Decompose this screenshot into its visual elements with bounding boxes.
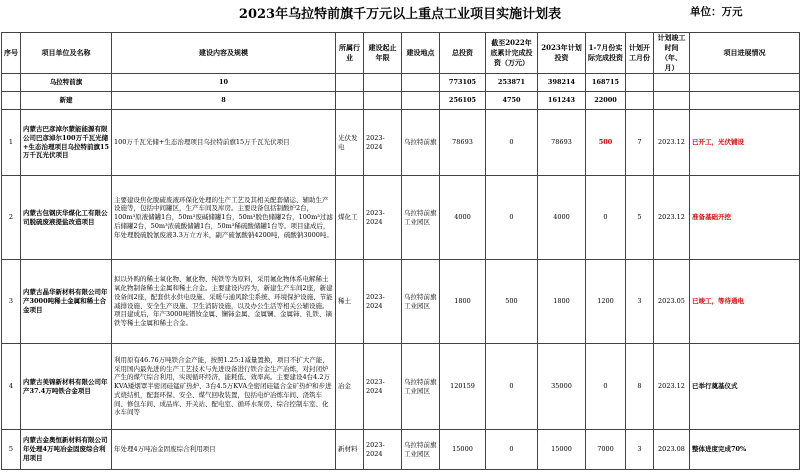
project-total: 120159	[440, 344, 486, 430]
header-cell: 建设地点	[402, 33, 440, 74]
table-row	[2, 110, 800, 176]
project-place: 乌拉特前旗	[402, 110, 440, 176]
project-actual: 1200	[586, 260, 626, 344]
header-row	[2, 33, 800, 74]
summary-label: 新建	[21, 92, 112, 110]
header-cell: 项目单位及名称	[21, 33, 112, 74]
project-unit: 内蒙古金奥恒新材料有限公司年处理4万吨冶金固废综合利用项目	[21, 430, 112, 470]
project-unit: 内蒙古晶华新材料有限公司年产3000吨稀土金属和稀土合金项目	[21, 260, 112, 344]
project-content: 拟以外购的稀土氧化物、氟化物、纯铁等为原料，采用氟化物体系电解稀土氧化物制备稀土金属和稀土合金。主要建设内容为，新建生产车间2座，新建设备间2座，配套供水供电设施、采暖与通风除尘系统、环境保护设施、节能减排设施、安全生产设施、卫生消防设施，以及办公生活等相关公辅设施。项目建成后，年产3000吨镨钕金属、镧铈金属、金属镧、金属铈、钆铁、镝铁等稀土金属和稀土合金。	[112, 260, 336, 344]
project-start-month: 5	[626, 176, 654, 260]
project-plan2023: 15000	[538, 430, 586, 470]
header-cell: 项目进展情况	[690, 33, 800, 74]
row-number: 3	[2, 260, 21, 344]
header-cell: 序号	[2, 33, 21, 74]
project-actual: 0	[586, 344, 626, 430]
project-actual: 0	[586, 176, 626, 260]
summary-row	[2, 74, 800, 92]
summary-actual: 22000	[586, 92, 626, 110]
project-finish: 2023.12	[654, 176, 690, 260]
project-actual: 500	[586, 110, 626, 176]
summary-plan2023: 161243	[538, 92, 586, 110]
project-content: 主要建设焦化脱硫废液环保化处理的生产工艺及其相关配套储运、辅助生产设施等，包括中间罐区，生产车间及库房。主要设备包括制酸炉2台，100m³原液储罐1台，50m³废碱储罐1台，50m³脱色储罐2台，100m³过滤后储罐2台，50m³浓硫酸储罐1台，50m³稀硫酸储罐1台等。项目建成后，年处理脱硫脱氰废液3.3万立方米，副产硫氰酸钠4200吨，硫酸钠3000吨。	[112, 176, 336, 260]
project-years: 2023-2024	[364, 110, 402, 176]
project-plan2023: 78693	[538, 110, 586, 176]
summary-label: 乌拉特前旗	[21, 74, 112, 92]
project-place: 乌拉特前旗工业园区	[402, 344, 440, 430]
table-row	[2, 430, 800, 470]
project-years: 2023-2024	[364, 344, 402, 430]
project-unit: 内蒙古包钢庆华煤化工有限公司脱硫废液提盐改造项目	[21, 176, 112, 260]
summary-plan2023: 398214	[538, 74, 586, 92]
project-done2022: 0	[486, 110, 538, 176]
project-industry: 新材料	[336, 430, 364, 470]
header-cell: 截至2022年底累计完成投资（万元）	[486, 33, 538, 74]
project-unit: 内蒙古巴彦淖尔蒙能能源有限公司巴彦淖尔100万千瓦光储+生态治理项目乌拉特前旗15万千瓦光伏项目	[21, 110, 112, 176]
project-total: 1800	[440, 260, 486, 344]
project-start-month: 7	[626, 110, 654, 176]
project-finish: 2023.05	[654, 260, 690, 344]
project-start-month: 3	[626, 260, 654, 344]
project-place: 乌拉特前旗工业园区	[402, 176, 440, 260]
project-years: 2023-2024	[364, 260, 402, 344]
header-cell: 2023年计划投资	[538, 33, 586, 74]
project-total: 4000	[440, 176, 486, 260]
project-progress: 整体进度完成70%	[690, 430, 800, 470]
project-content: 100万千瓦光储+生态治理项目乌拉特前旗15万千瓦光伏项目	[112, 110, 336, 176]
table-row	[2, 344, 800, 430]
project-plan2023: 35000	[538, 344, 586, 430]
project-start-month: 8	[626, 344, 654, 430]
project-done2022: 0	[486, 344, 538, 430]
project-progress: 已开工，光伏铺设	[690, 110, 800, 176]
project-industry: 煤化工	[336, 176, 364, 260]
summary-total: 256105	[440, 92, 486, 110]
table-row	[2, 176, 800, 260]
summary-total: 773105	[440, 74, 486, 92]
summary-done2022: 253871	[486, 74, 538, 92]
header-cell: 建设起止年限	[364, 33, 402, 74]
project-content: 年处理4万吨冶金固废综合利用项目	[112, 430, 336, 470]
header-cell: 计划竣工时间（年、月）	[654, 33, 690, 74]
header-cell: 总投资	[440, 33, 486, 74]
project-finish: 2023.12	[654, 110, 690, 176]
project-place: 乌拉特前旗工业园区	[402, 430, 440, 470]
project-progress: 准备基础开挖	[690, 176, 800, 260]
unit-label: 单位：万元	[690, 6, 743, 18]
project-done2022: 0	[486, 430, 538, 470]
project-content: 利用原有46.76万吨铁合金产能，按照1.25:1减量置换，项目不扩大产能，采用国内最先进的生产工艺技术与先进设备进行铁合金生产冶炼，对封闭炉产生的煤气综合利用，实现循环经济，能耗低、效率高。主要建设4台4.2万KVA矮烟罩半密闭硅锰矿热炉、3台4.5万KVA全密闭硅锰合金矿热炉和步进式烧结机，配套环保、安全、煤气回收装置，包括电炉冶炼车间、浇筑车间、修包车间、成品库、开关站、配电室、循环水泵房、综合控制车室、化水车间等	[112, 344, 336, 430]
project-start-month: 3	[626, 430, 654, 470]
project-years: 2023-2024	[364, 430, 402, 470]
project-progress: 已举行奠基仪式	[690, 344, 800, 430]
project-industry: 光伏发电	[336, 110, 364, 176]
project-unit: 内蒙古美锦新材料有限公司年产37.4万吨铁合金项目	[21, 344, 112, 430]
project-done2022: 500	[486, 260, 538, 344]
table-row	[2, 260, 800, 344]
project-total: 78693	[440, 110, 486, 176]
project-table	[1, 32, 800, 470]
project-done2022: 0	[486, 176, 538, 260]
header-cell: 建设内容及规模	[112, 33, 336, 74]
summary-row	[2, 92, 800, 110]
header-cell: 1-7月份实际完成投资	[586, 33, 626, 74]
project-plan2023: 4000	[538, 176, 586, 260]
project-actual: 7000	[586, 430, 626, 470]
project-industry: 冶金	[336, 344, 364, 430]
summary-done2022: 4750	[486, 92, 538, 110]
summary-actual: 168715	[586, 74, 626, 92]
project-finish: 2023.08	[654, 430, 690, 470]
project-years: 2023-2024	[364, 176, 402, 260]
row-number: 5	[2, 430, 21, 470]
project-finish: 2023.12	[654, 344, 690, 430]
header-cell: 所属行业	[336, 33, 364, 74]
title-bar	[0, 0, 800, 22]
project-industry: 稀土	[336, 260, 364, 344]
page-title: 2023年乌拉特前旗千万元以上重点工业项目实施计划表	[238, 7, 562, 22]
summary-count: 10	[112, 74, 336, 92]
row-number: 2	[2, 176, 21, 260]
header-cell: 计划开工月份	[626, 33, 654, 74]
project-place: 乌拉特前旗工业园区	[402, 260, 440, 344]
project-plan2023: 1800	[538, 260, 586, 344]
summary-count: 8	[112, 92, 336, 110]
row-number: 1	[2, 110, 21, 176]
project-progress: 已竣工，等待通电	[690, 260, 800, 344]
row-number: 4	[2, 344, 21, 430]
project-total: 15000	[440, 430, 486, 470]
